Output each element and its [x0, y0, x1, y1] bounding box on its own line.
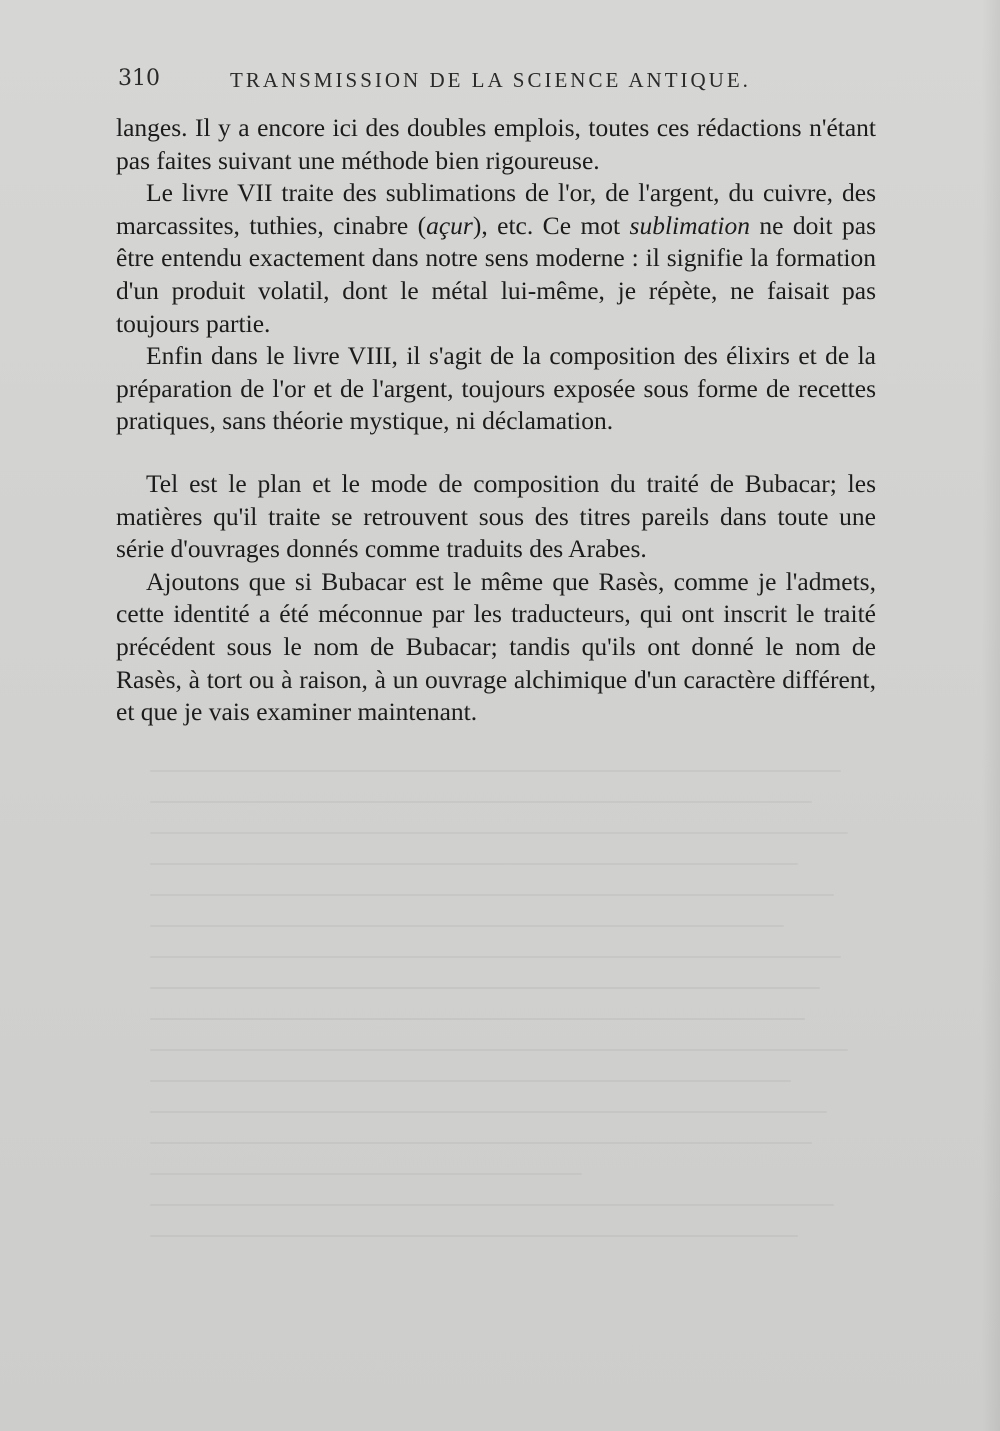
- body-text: [116, 112, 876, 729]
- paragraph-text-part: ), etc. Ce mot: [472, 210, 630, 240]
- paragraph-livre-vii: [116, 177, 876, 340]
- italic-term-acur: açur: [426, 210, 473, 240]
- italic-term-sublimation: sublimation: [629, 210, 750, 240]
- paragraph-text-part: Le livre VII traite des sublimations de l'or, de l'argent, du cuivre, des marcassites, tuthies, cinabre (: [116, 178, 876, 240]
- paragraph-text-part: ne doit pas être entendu exactement dans notre sens moderne : il signifie la formation d'un produit volatil, dont le métal lui-même, je répète, ne faisait pas toujours partie.: [116, 210, 877, 338]
- page-number: 310: [118, 66, 160, 91]
- paragraph-ajoutons: Ajoutons que si Bubacar est le même que Rasès, comme je l'admets, cette identité a été méconnue par les traducteurs, qui ont inscrit le traité précédent sous le nom de Bubacar; tandis qu'ils ont donné le nom de Rasès, à tort ou à raison, à un ouvrage alchimique d'un caractère différent, et que je vais examiner maintenant.: [116, 566, 876, 727]
- paragraph-plan: Tel est le plan et le mode de composition du traité de Bubacar; les matières qu'il traite se retrouvent sous des titres pareils dans toute une série d'ouvrages donnés comme traduits des Arabes.: [116, 468, 876, 564]
- bleed-through-texture: [150, 770, 870, 1270]
- paragraph-livre-viii: Enfin dans le livre VIII, il s'agit de la composition des élixirs et de la préparation de l'or et de l'argent, toujours exposée sous forme de recettes pratiques, sans théorie mystique, ni déclamation.: [116, 341, 876, 436]
- page-edge-shadow: [982, 0, 1000, 1431]
- running-title: TRANSMISSION DE LA SCIENCE ANTIQUE.: [230, 68, 751, 92]
- paragraph-continuation: langes. Il y a encore ici des doubles emplois, toutes ces rédactions n'étant pas faites suivant une méthode bien rigoureuse.: [116, 113, 876, 175]
- page-header: [118, 66, 778, 102]
